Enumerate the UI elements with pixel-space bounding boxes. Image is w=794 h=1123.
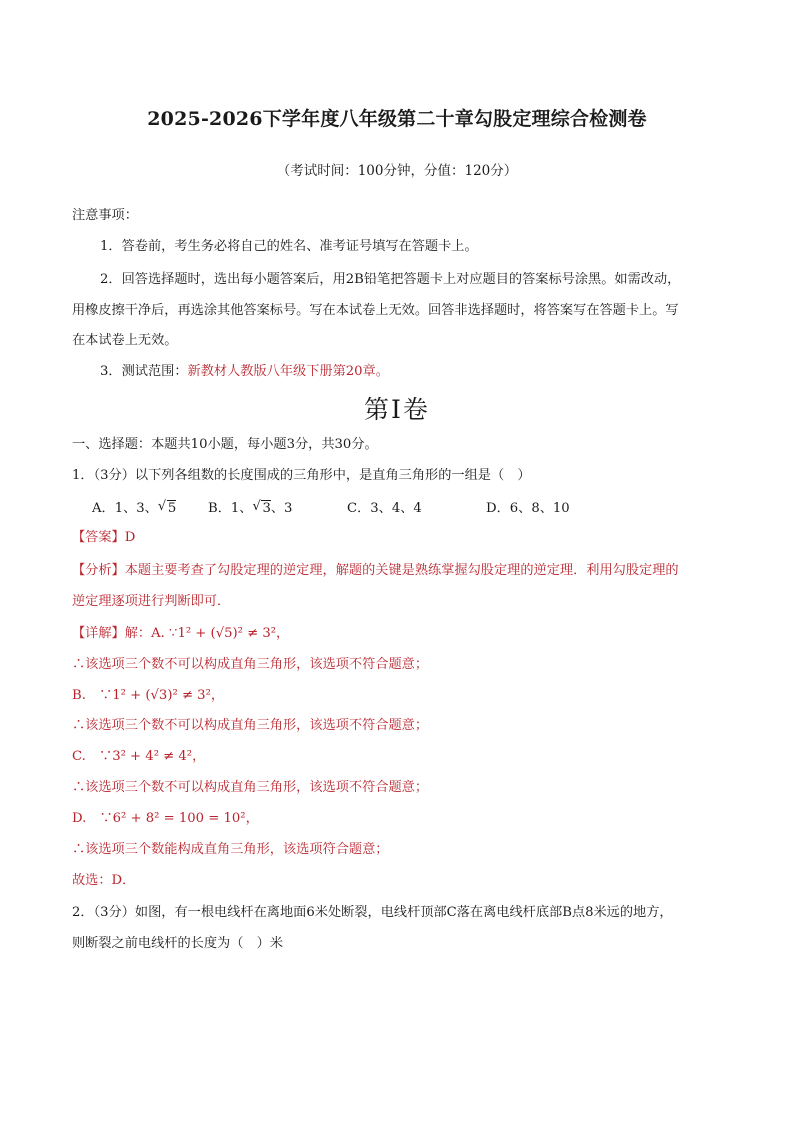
q2-stem-line-2: 则断裂之前电线杆的长度为（ ）米 (72, 936, 283, 951)
q1-detail-c (72, 747, 205, 767)
detail-c-label: C. ∵ (72, 749, 113, 764)
q1-conclusion-d: ∴该选项三个数能构成直角三角形，该选项符合题意； (72, 842, 389, 857)
q1-conclusion-c: ∴该选项三个数不可以构成直角三角形，该选项不符合题意； (72, 780, 429, 795)
q1-option-a-root: 5 (167, 501, 177, 516)
note-2-line-3: 在本试卷上无效。 (72, 333, 178, 348)
q1-option-b-suffix: 、3 (270, 501, 293, 516)
notes-heading: 注意事项： (72, 208, 138, 223)
q1-answer (72, 528, 135, 548)
detail-d-label: D. ∵ (72, 811, 113, 826)
q2-stem-line-1: 2．（3分）如图，有一根电线杆在离地面6米处断裂，电线杆顶部C落在离电线杆底部B点8米远的地方， (72, 905, 673, 920)
note-3 (100, 362, 389, 382)
detail-a-formula: 1² + (√5)² ≠ 3²， (177, 626, 290, 641)
q1-conclusion-b: ∴该选项三个数不可以构成直角三角形，该选项不符合题意； (72, 718, 429, 733)
q1-option-b-root: 3 (262, 501, 271, 516)
q1-option-c: C．3、4、4 (347, 501, 422, 516)
detail-c-formula: 3² + 4² ≠ 4²， (112, 749, 206, 764)
detail-intro: 解：A. ∵ (124, 626, 178, 641)
answer-value: D (124, 530, 136, 545)
q1-final-choice: 故选：D． (72, 873, 136, 888)
note-3-range: 新教材人教版八年级下册第20章。 (187, 364, 389, 379)
exam-subtitle: （考试时间：100分钟，分值：120分） (276, 163, 518, 179)
q1-detail-d (72, 809, 259, 829)
note-3-prefix: 3．测试范围： (100, 364, 188, 379)
section-title: 第Ⅰ卷 (364, 395, 430, 424)
q1-option-a (92, 497, 176, 516)
detail-b-formula: 1² + (√3)² ≠ 3²， (112, 688, 225, 703)
note-1: 1．答卷前，考生务必将自己的姓名、准考证号填写在答题卡上。 (100, 239, 478, 254)
q1-analysis-line-2: 逆定理逐项进行判断即可． (72, 594, 231, 609)
analysis-text-1: 本题主要考查了勾股定理的逆定理，解题的关键是熟练掌握勾股定理的逆定理．利用勾股定理的 (124, 563, 679, 578)
q1-option-b-text: B．1、 (208, 501, 253, 516)
answer-tag: 【答案】 (72, 530, 125, 545)
q1-analysis-line-1 (72, 561, 679, 581)
detail-tag: 【详解】 (72, 626, 125, 641)
part1-heading: 一、选择题：本题共10小题，每小题3分，共30分。 (72, 437, 378, 452)
sqrt-symbol (252, 501, 270, 516)
detail-b-label: B. ∵ (72, 688, 113, 703)
q1-stem: 1．（3分）以下列各组数的长度围成的三角形中，是直角三角形的一组是（ ） (72, 468, 531, 483)
analysis-tag: 【分析】 (72, 563, 125, 578)
note-2-line-1: 2．回答选择题时，选出每小题答案后，用2B铅笔把答题卡上对应题目的答案标号涂黑。如需改动， (100, 272, 681, 287)
q1-option-b (208, 497, 292, 516)
q1-option-d: D．6、8、10 (486, 501, 570, 516)
detail-d-formula: 6² + 8² = 100 = 10²， (112, 811, 259, 826)
note-2-line-2: 用橡皮擦干净后，再选涂其他答案标号。写在本试卷上无效。回答非选择题时，将答案写在答题卡上。写 (72, 303, 679, 318)
q1-option-a-text: A．1、3、 (92, 501, 158, 516)
q1-conclusion-a: ∴该选项三个数不可以构成直角三角形，该选项不符合题意； (72, 657, 429, 672)
q1-detail-a (72, 624, 289, 644)
sqrt-symbol (158, 501, 176, 516)
exam-title: 2025-2026下学年度八年级第二十章勾股定理综合检测卷 (147, 108, 647, 130)
q1-detail-b (72, 686, 224, 706)
